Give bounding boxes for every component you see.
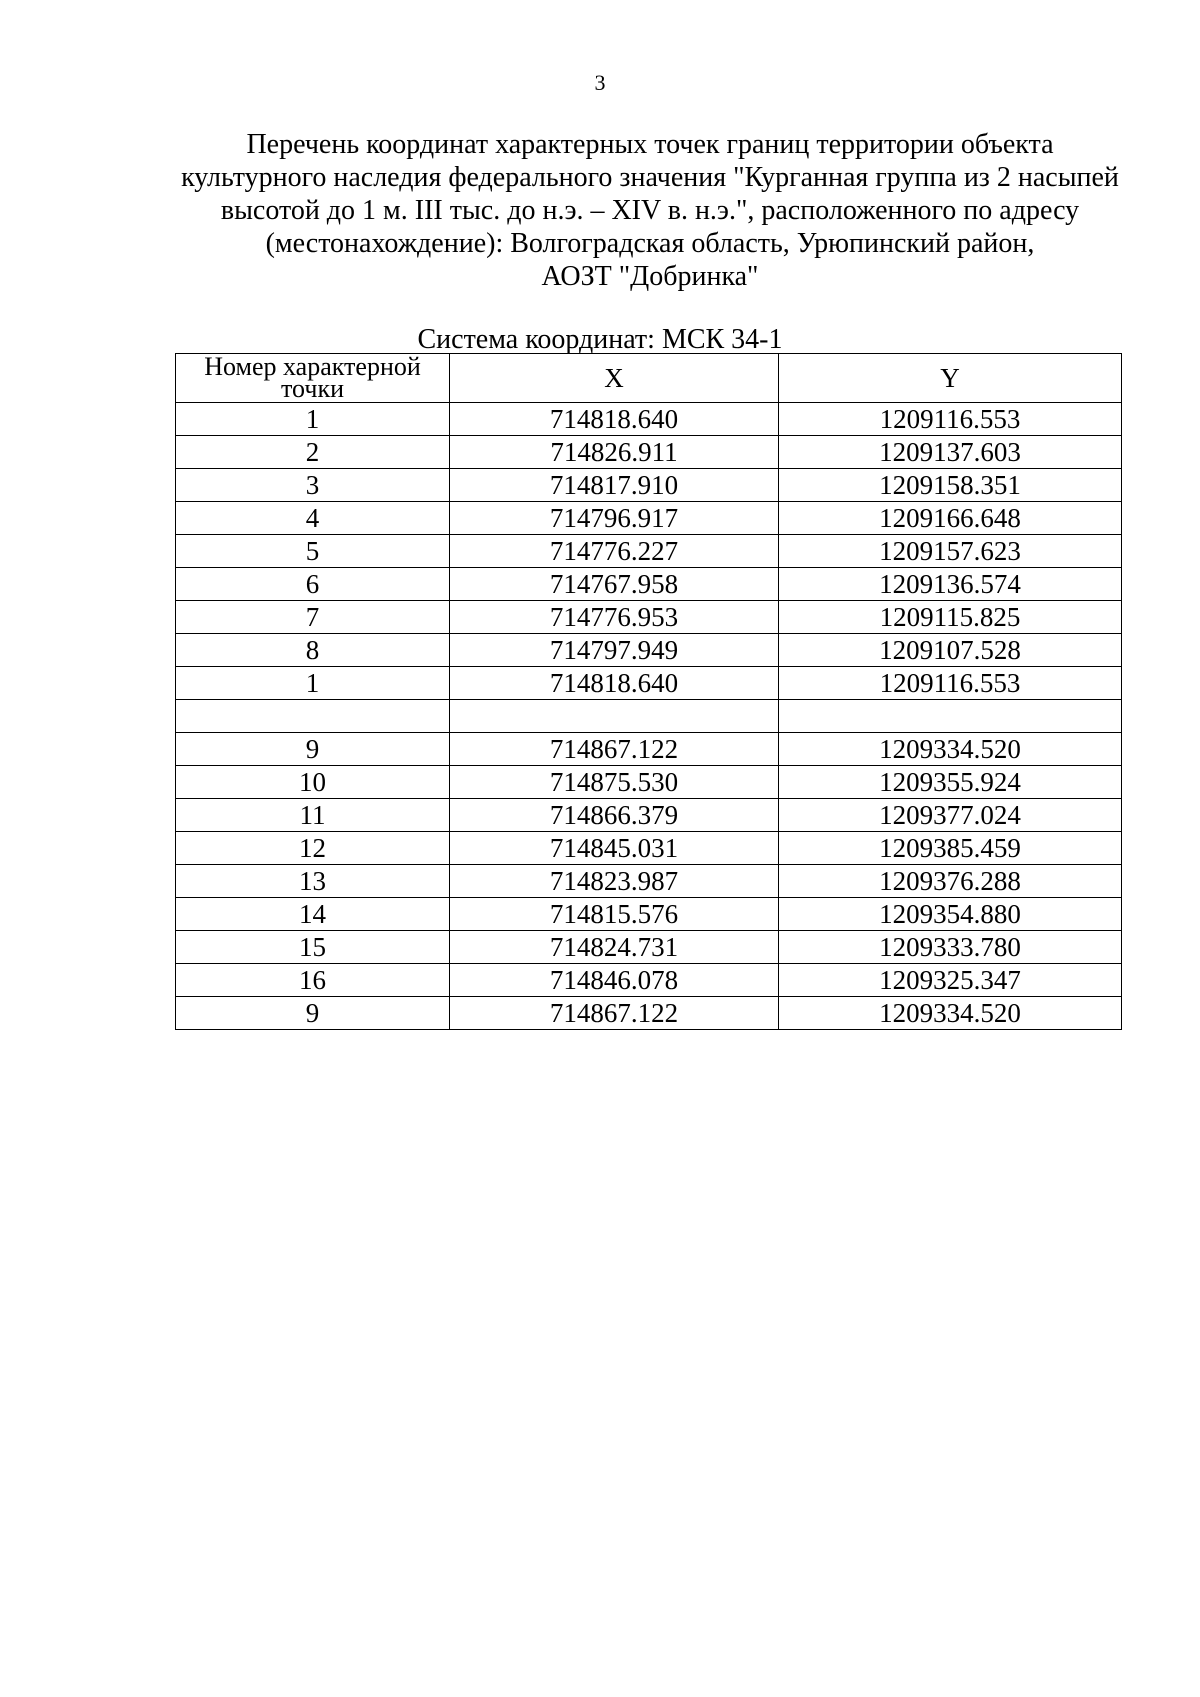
cell-point-number: 9 (176, 997, 450, 1030)
title-line: АОЗТ "Добринка" (541, 261, 759, 292)
cell-point-number: 10 (176, 766, 450, 799)
cell-x: 714776.227 (450, 535, 779, 568)
cell-x: 714815.576 (450, 898, 779, 931)
title-line: культурного наследия федерального значения "Курганная группа из 2 насыпей (181, 162, 1119, 193)
cell-point-number: 16 (176, 964, 450, 997)
cell-y: 1209116.553 (779, 667, 1122, 700)
cell-point-number: 7 (176, 601, 450, 634)
header-point-number: Номер характерной точки (176, 354, 450, 403)
cell-y: 1209333.780 (779, 931, 1122, 964)
cell-point-number: 14 (176, 898, 450, 931)
cell-point-number: 2 (176, 436, 450, 469)
cell-x: 714867.122 (450, 997, 779, 1030)
cell-point-number: 13 (176, 865, 450, 898)
table-row (176, 436, 1122, 469)
table-row (176, 634, 1122, 667)
cell-point-number: 11 (176, 799, 450, 832)
coordinates-table (175, 353, 1122, 1030)
cell-x: 714846.078 (450, 964, 779, 997)
table-row (176, 931, 1122, 964)
table-row (176, 799, 1122, 832)
cell-x: 714796.917 (450, 502, 779, 535)
cell-x: 714824.731 (450, 931, 779, 964)
cell-y: 1209385.459 (779, 832, 1122, 865)
table-row (176, 502, 1122, 535)
title-line: Перечень координат характерных точек границ территории объекта (246, 129, 1054, 160)
table-row (176, 403, 1122, 436)
cell-point-number (176, 700, 450, 733)
table-row (176, 997, 1122, 1030)
title-line: высотой до 1 м. III тыс. до н.э. – XIV в. н.э.", расположенного по адресу (220, 195, 1080, 226)
table-row (176, 568, 1122, 601)
table-row (176, 898, 1122, 931)
cell-x: 714797.949 (450, 634, 779, 667)
table-row (176, 469, 1122, 502)
cell-point-number: 3 (176, 469, 450, 502)
cell-x: 714823.987 (450, 865, 779, 898)
document-title (140, 128, 1160, 293)
table-row (176, 700, 1122, 733)
cell-y: 1209137.603 (779, 436, 1122, 469)
cell-y: 1209334.520 (779, 733, 1122, 766)
cell-point-number: 6 (176, 568, 450, 601)
cell-y: 1209355.924 (779, 766, 1122, 799)
cell-x: 714867.122 (450, 733, 779, 766)
cell-x: 714875.530 (450, 766, 779, 799)
cell-y: 1209116.553 (779, 403, 1122, 436)
table-row (176, 667, 1122, 700)
header-x: X (450, 354, 779, 403)
cell-x: 714776.953 (450, 601, 779, 634)
title-line: (местонахождение): Волгоградская область, Урюпинский район, (265, 228, 1035, 259)
cell-y: 1209377.024 (779, 799, 1122, 832)
cell-x: 714818.640 (450, 403, 779, 436)
cell-x: 714826.911 (450, 436, 779, 469)
header-y: Y (779, 354, 1122, 403)
cell-y: 1209158.351 (779, 469, 1122, 502)
cell-y: 1209334.520 (779, 997, 1122, 1030)
cell-y: 1209136.574 (779, 568, 1122, 601)
cell-y: 1209354.880 (779, 898, 1122, 931)
cell-point-number: 8 (176, 634, 450, 667)
cell-y: 1209115.825 (779, 601, 1122, 634)
cell-y (779, 700, 1122, 733)
cell-x: 714818.640 (450, 667, 779, 700)
cell-point-number: 5 (176, 535, 450, 568)
cell-point-number: 1 (176, 403, 450, 436)
coordinate-system-caption: Система координат: МСК 34-1 (417, 324, 783, 355)
cell-y: 1209376.288 (779, 865, 1122, 898)
table-row (176, 733, 1122, 766)
cell-point-number: 15 (176, 931, 450, 964)
table-row (176, 766, 1122, 799)
cell-y: 1209166.648 (779, 502, 1122, 535)
cell-x: 714817.910 (450, 469, 779, 502)
cell-x (450, 700, 779, 733)
cell-point-number: 9 (176, 733, 450, 766)
cell-point-number: 4 (176, 502, 450, 535)
cell-y: 1209107.528 (779, 634, 1122, 667)
cell-y: 1209157.623 (779, 535, 1122, 568)
cell-x: 714866.379 (450, 799, 779, 832)
page-number: 3 (594, 70, 606, 95)
table-row (176, 601, 1122, 634)
cell-point-number: 1 (176, 667, 450, 700)
table-row (176, 832, 1122, 865)
cell-y: 1209325.347 (779, 964, 1122, 997)
table-row (176, 964, 1122, 997)
cell-x: 714767.958 (450, 568, 779, 601)
table-header-row (176, 354, 1122, 403)
table-row (176, 865, 1122, 898)
table-body (176, 403, 1122, 1030)
cell-x: 714845.031 (450, 832, 779, 865)
table-row (176, 535, 1122, 568)
cell-point-number: 12 (176, 832, 450, 865)
